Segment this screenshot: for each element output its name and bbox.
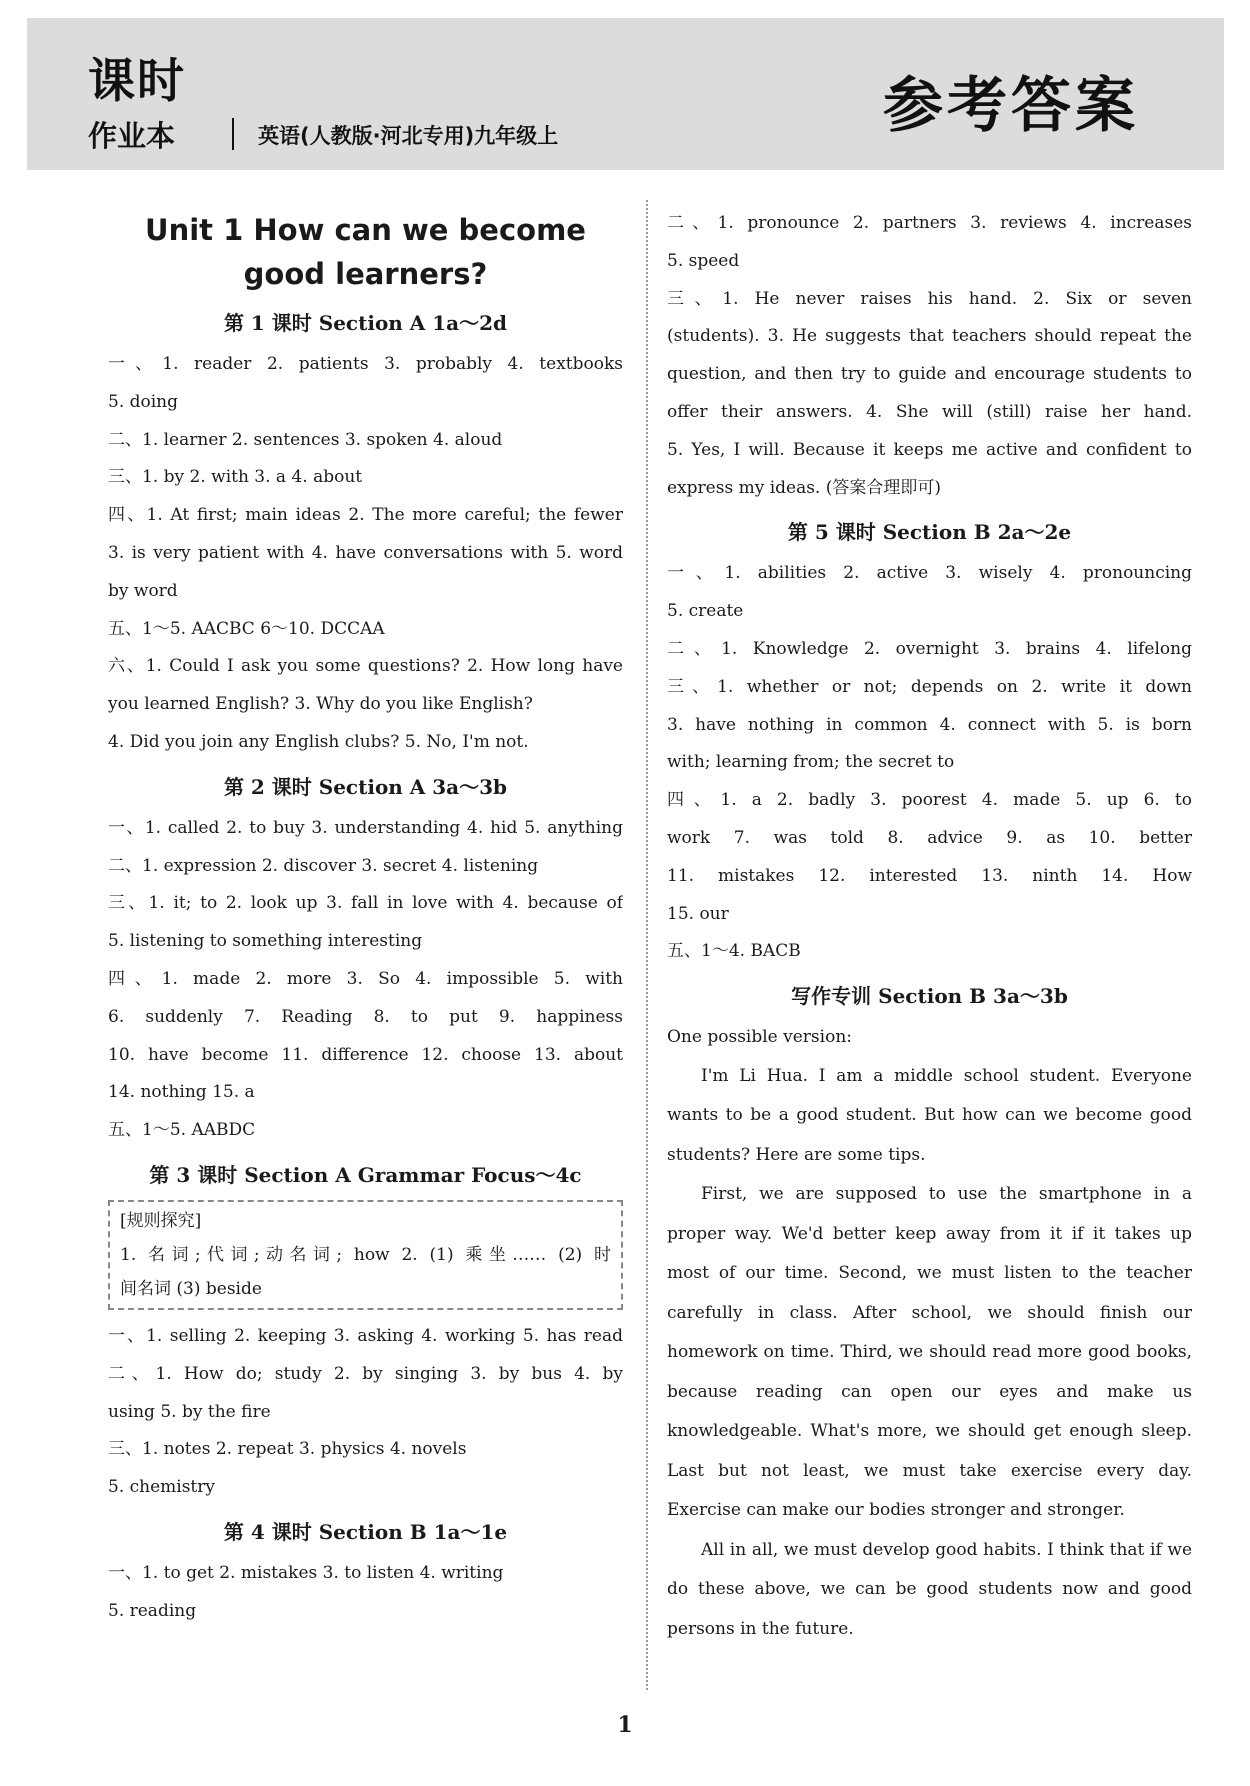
answer-block-4-cont [667, 205, 1192, 507]
answer-line: 三、1. He never raises his hand. 2. Six or seven [667, 288, 1192, 309]
answer-line: 5. listening to something interesting [108, 931, 423, 952]
answer-line: 三、1. notes 2. repeat 3. physics 4. novels [108, 1439, 467, 1460]
section-heading-3: 第 3 课时 Section A Grammar Focus～4c [149, 1162, 582, 1187]
answer-line: 一、1. called 2. to buy 3. understanding 4. hid 5. anything [108, 817, 623, 838]
answer-block-5 [667, 555, 1192, 971]
answer-line: by word [108, 580, 178, 601]
rule-box [108, 1200, 623, 1310]
answer-line: using 5. by the fire [108, 1401, 271, 1422]
answer-line: (students). 3. He suggests that teachers should repeat the [667, 326, 1192, 347]
section-heading-1: 第 1 课时 Section A 1a～2d [223, 311, 508, 335]
answer-block-1 [108, 346, 623, 762]
answer-line: 5. reading [108, 1600, 197, 1621]
answer-line: 5. speed [667, 250, 740, 271]
answer-line: 二、1. pronounce 2. partners 3. reviews 4. increases [667, 213, 1192, 233]
writing-intro: One possible version: [667, 1027, 852, 1048]
answer-line: 一、1. abilities 2. active 3. wisely 4. pronouncing [667, 563, 1192, 584]
answer-line: 四、1. made 2. more 3. So 4. impossible 5. with [108, 968, 623, 989]
answer-line: 五、1～5. AABDC [108, 1120, 256, 1141]
answer-line: work 7. was told 8. advice 9. as 10. better [667, 827, 1192, 848]
answer-line: 二、1. How do; study 2. by singing 3. by bus 4. by [108, 1363, 623, 1384]
answer-line: 四、1. a 2. badly 3. poorest 4. made 5. up 6. to [667, 790, 1192, 811]
answer-line: 11. mistakes 12. interested 13. ninth 14. How [667, 865, 1192, 886]
answer-line: 二、1. expression 2. discover 3. secret 4. listening [108, 855, 539, 876]
answers-title: 参考答案 [883, 71, 1139, 141]
answer-line: question, and then try to guide and encourage students to [667, 364, 1192, 385]
answer-line: you learned English? 3. Why do you like English? [108, 694, 533, 715]
essay-paragraph: All in all, we must develop good habits. I think that if we do these above, we can be good students now and good persons in the future. [667, 1539, 1192, 1639]
answer-line: express my ideas. (答案合理即可) [667, 477, 942, 498]
answer-line: 四、1. At first; main ideas 2. The more careful; the fewer [108, 505, 623, 526]
answer-line: 三、1. by 2. with 3. a 4. about [108, 467, 363, 488]
answer-line: 14. nothing 15. a [108, 1082, 255, 1103]
answer-line: 一、1. selling 2. keeping 3. asking 4. working 5. has read [108, 1325, 623, 1346]
answer-line: 4. Did you join any English clubs? 5. No, I'm not. [108, 731, 529, 752]
rule-line: 间名词 (3) beside [120, 1278, 262, 1299]
answer-line: 三、1. it; to 2. look up 3. fall in love with 4. because of [108, 893, 623, 914]
rule-label: [规则探究] [120, 1210, 202, 1231]
unit-title: Unit 1 How can we become good learners? [145, 213, 586, 291]
answer-line: offer their answers. 4. She will (still) raise her hand. [667, 401, 1192, 422]
header-divider [232, 118, 234, 150]
rule-line: 1. 名词;代词;动名词; how 2. (1) 乘坐…… (2) 时 [120, 1244, 611, 1265]
answer-line: 5. doing [108, 391, 179, 412]
answer-block-4 [108, 1555, 623, 1631]
essay-paragraph: First, we are supposed to use the smartphone in a proper way. We'd better keep away from it if it takes up most of our time. Second, we must listen to the teacher carefully in class. After school, we should finish our homework on time. Third, we should read more good books, because reading can open our eyes and make us knowledgeable. What's more, we should get enough sleep. Last but not least, we must take exercise every day. Exercise can make our bodies stronger and stronger. [667, 1184, 1192, 1521]
answer-line: 6. suddenly 7. Reading 8. to put 9. happiness [108, 1006, 623, 1027]
answer-line: 5. Yes, I will. Because it keeps me active and confident to [667, 439, 1192, 460]
section-heading-2: 第 2 课时 Section A 3a～3b [223, 774, 508, 799]
answer-line: with; learning from; the secret to [667, 752, 955, 773]
answer-line: 五、1～4. BACB [667, 941, 801, 962]
section-heading-5: 第 5 课时 Section B 2a～2e [787, 520, 1072, 545]
answer-line: 15. our [667, 903, 729, 924]
essay-paragraph: I'm Li Hua. I am a middle school student. Everyone wants to be a good student. But how can we become good students? Here are some tips. [667, 1065, 1192, 1165]
section-heading-writing: 写作专训 Section B 3a～3b [791, 984, 1068, 1009]
answer-line: 六、1. Could I ask you some questions? 2. How long have [108, 656, 623, 677]
answer-line: 3. is very patient with 4. have conversations with 5. word [108, 542, 623, 563]
answer-line: 三、1. whether or not; depends on 2. write it down [667, 676, 1192, 697]
answer-line: 一、1. reader 2. patients 3. probably 4. textbooks [108, 354, 623, 374]
answer-block-3 [108, 1318, 623, 1507]
answer-line: 5. chemistry [108, 1477, 215, 1498]
answer-line: 五、1～5. AACBC 6～10. DCCAA [108, 618, 385, 639]
answer-line: 二、1. Knowledge 2. overnight 3. brains 4. lifelong [667, 638, 1192, 659]
right-column [667, 205, 1192, 1649]
section-heading-4: 第 4 课时 Section B 1a～1e [223, 1519, 508, 1544]
answer-line: 10. have become 11. difference 12. choose 13. about [108, 1044, 623, 1065]
brand-title: 课时 [88, 54, 186, 109]
subject-label: 英语(人教版·河北专用)九年级上 [258, 124, 559, 148]
answer-line: 3. have nothing in common 4. connect with 5. is born [667, 714, 1192, 735]
answer-line: 一、1. to get 2. mistakes 3. to listen 4. writing [108, 1562, 504, 1583]
answer-line: 二、1. learner 2. sentences 3. spoken 4. aloud [108, 429, 503, 450]
page-number: 1 [617, 1712, 633, 1738]
left-column [108, 190, 623, 1631]
answer-line: 5. create [667, 601, 744, 622]
column-divider [646, 200, 648, 1690]
brand-subtitle: 作业本 [88, 119, 176, 153]
answer-block-2 [108, 810, 623, 1150]
